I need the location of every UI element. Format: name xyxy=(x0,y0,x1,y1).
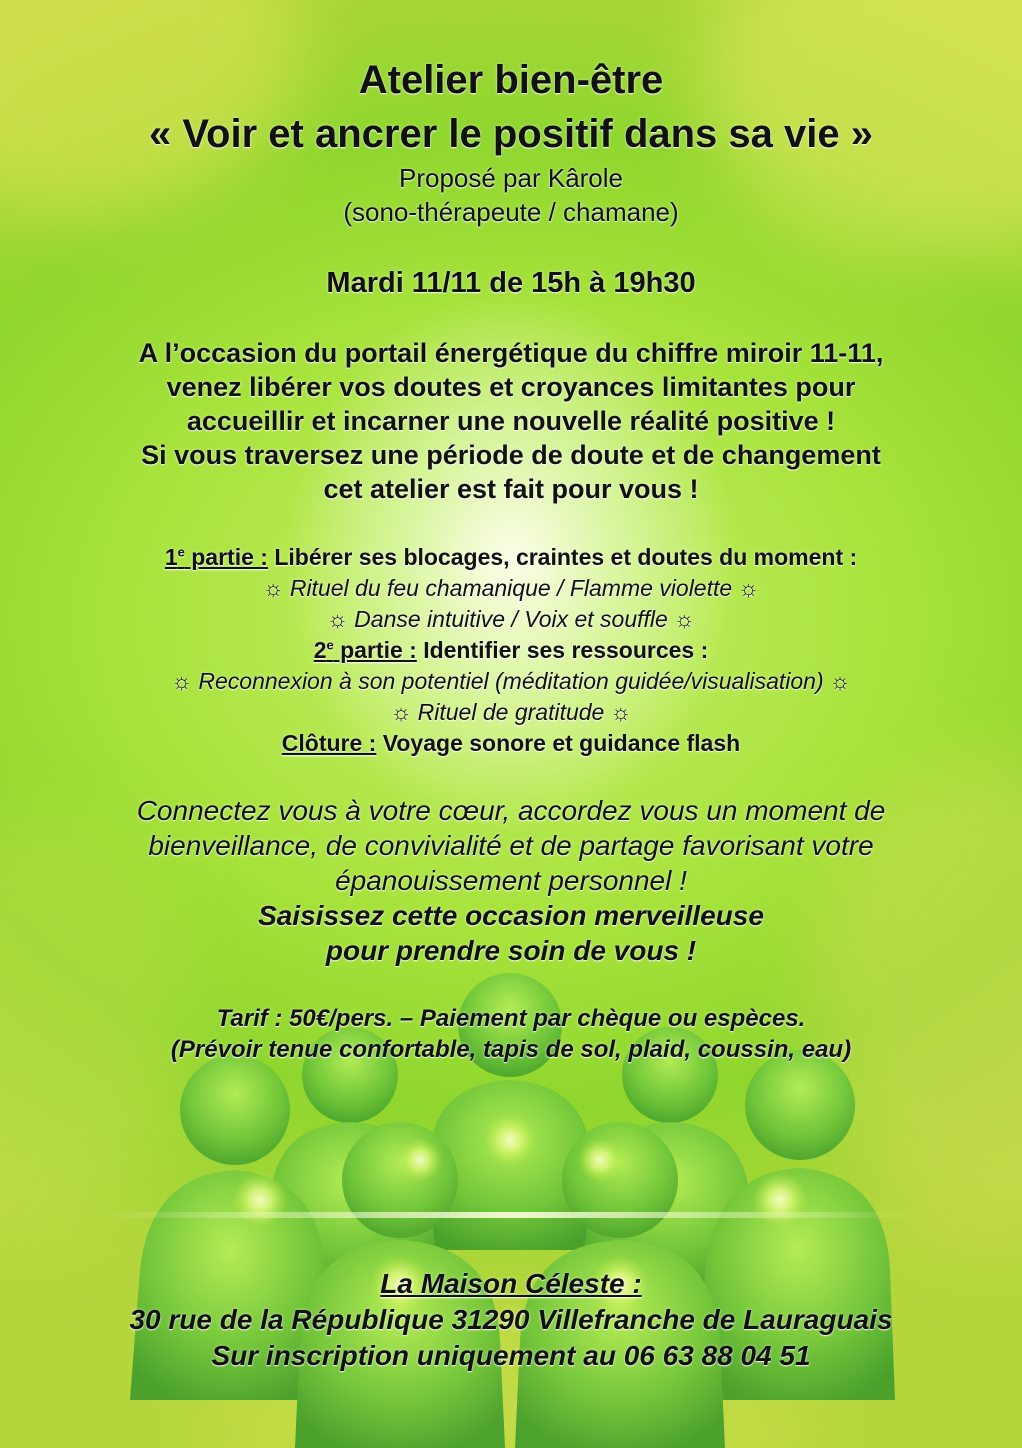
light-glow xyxy=(752,1172,808,1228)
program-item: ☼ Rituel de gratitude ☼ xyxy=(390,699,632,725)
closing-label: Clôture : xyxy=(281,730,377,756)
pricing xyxy=(40,1003,982,1065)
intro-line: cet atelier est fait pour vous ! xyxy=(323,474,699,504)
signup-phone: Sur inscription uniquement au 06 63 88 04 51 xyxy=(211,1340,811,1371)
intro-line: Si vous traversez une période de doute et de changement xyxy=(141,440,881,470)
sun-icon: ☼ xyxy=(610,699,632,725)
sun-icon: ☼ xyxy=(390,699,412,725)
part-1-title: Libérer ses blocages, craintes et doutes du moment : xyxy=(267,544,858,570)
part-1-label: partie : xyxy=(184,544,268,570)
call-to-action: Saisissez cette occasion merveilleuse pour prendre soin de vous ! xyxy=(258,900,764,966)
sun-icon: ☼ xyxy=(829,668,851,694)
connect-paragraph: Connectez vous à votre cœur, accordez vous un moment de bienveillance, de convivialité et de partage favorisant votre épanouissement personnel ! xyxy=(136,795,886,896)
host-role: (sono-thérapeute / chamane) xyxy=(343,197,679,227)
closing-title: Voyage sonore et guidance flash xyxy=(376,730,741,756)
intro-line: venez libérer vos doutes et croyances limitantes pour xyxy=(166,372,856,402)
closing-heading xyxy=(40,728,982,759)
venue-address: 30 rue de la République 31290 Villefranche de Lauraguais xyxy=(129,1304,893,1335)
part-2-label: partie : xyxy=(333,637,417,663)
venue xyxy=(40,1266,982,1374)
program-item: ☼ Reconnexion à son potentiel (méditation guidée/visualisation) ☼ xyxy=(171,668,851,694)
program xyxy=(40,542,982,759)
proposed-by: Proposé par Kârole xyxy=(398,163,624,193)
part-2-title: Identifier ses ressources : xyxy=(416,637,709,663)
part-1-sup: e xyxy=(177,544,185,560)
light-glow xyxy=(578,1138,622,1182)
part-2-sup: e xyxy=(326,637,334,653)
title-line-2: « Voir et ancrer le positif dans sa vie » xyxy=(148,112,873,156)
program-item: ☼ Danse intuitive / Voix et souffle ☼ xyxy=(327,606,695,632)
program-item: ☼ Rituel du feu chamanique / Flamme violette ☼ xyxy=(262,575,760,601)
part-1-heading xyxy=(40,542,982,573)
light-glow xyxy=(232,1172,288,1228)
part-1-number: 1 xyxy=(164,544,178,570)
sun-icon: ☼ xyxy=(262,575,284,601)
sun-icon: ☼ xyxy=(738,575,760,601)
intro-line: A l’occasion du portail énergétique du chiffre miroir 11-11, xyxy=(138,338,884,368)
intro-paragraph xyxy=(40,336,982,506)
event-date: Mardi 11/11 de 15h à 19h30 xyxy=(326,267,696,299)
sun-icon: ☼ xyxy=(171,668,193,694)
sun-icon: ☼ xyxy=(327,606,349,632)
part-2-heading xyxy=(40,635,982,666)
price-line: Tarif : 50€/pers. – Paiement par chèque ou espèces. xyxy=(216,1005,806,1032)
light-glow xyxy=(484,1114,536,1166)
venue-name: La Maison Céleste : xyxy=(380,1268,642,1299)
sun-icon: ☼ xyxy=(673,606,695,632)
light-glow xyxy=(398,1138,442,1182)
title-line-1: Atelier bien-être xyxy=(358,58,664,102)
equipment-note: (Prévoir tenue confortable, tapis de sol, plaid, coussin, eau) xyxy=(170,1036,852,1063)
part-2-number: 2 xyxy=(313,637,327,663)
light-beam xyxy=(100,1212,920,1218)
intro-line: accueillir et incarner une nouvelle réalité positive ! xyxy=(186,406,836,436)
